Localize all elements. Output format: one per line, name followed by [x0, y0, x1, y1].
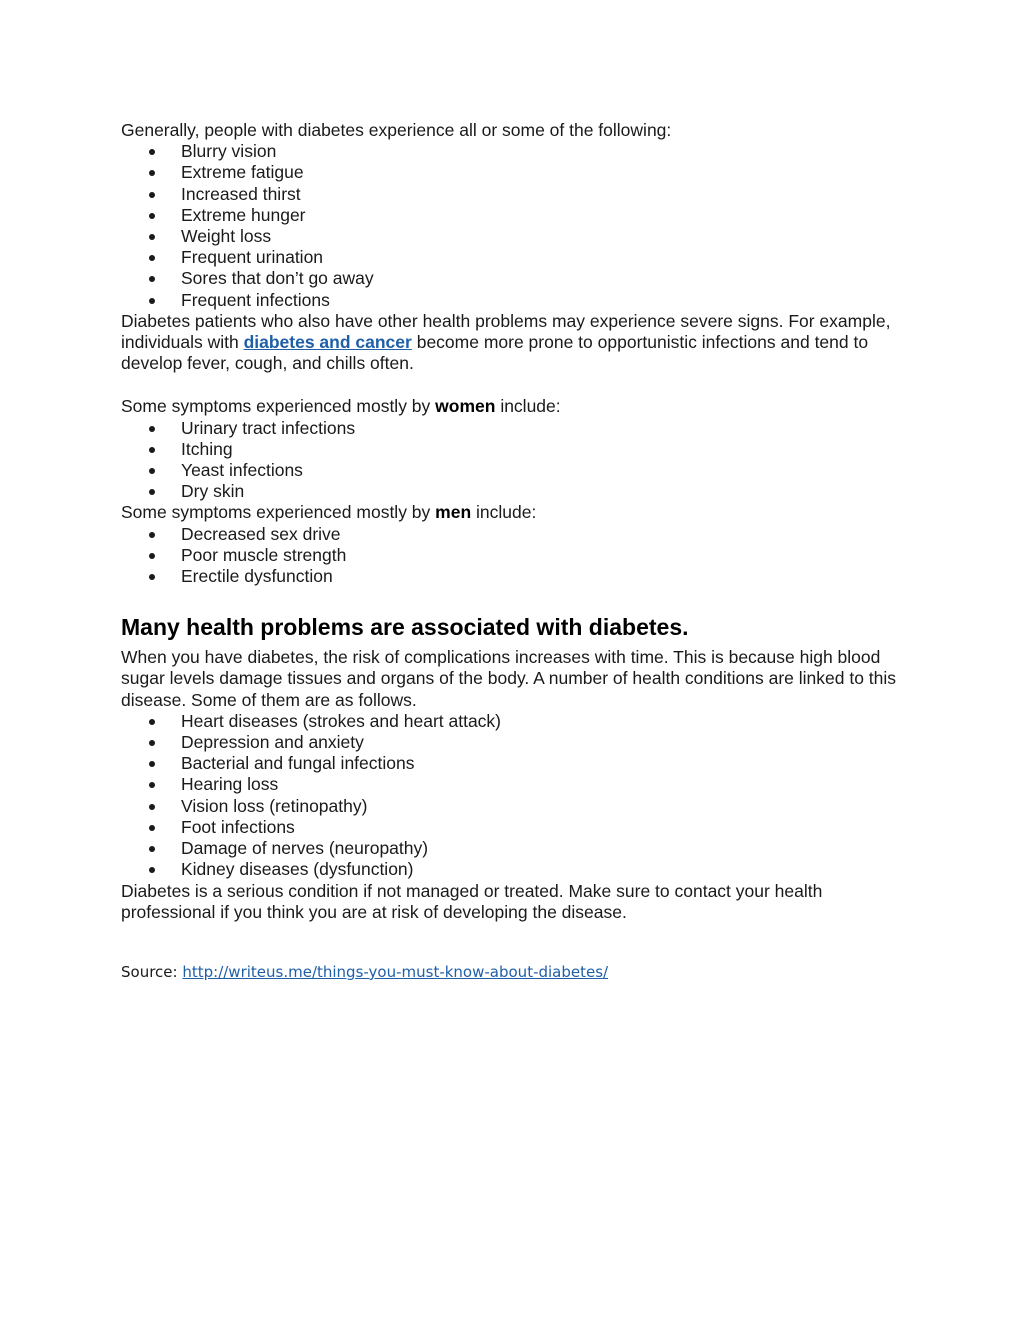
men-bold: men [435, 502, 472, 523]
list-item-text: Urinary tract infections [181, 417, 356, 438]
women-symptoms-list [121, 418, 901, 503]
bullet-icon [149, 846, 155, 852]
list-item-text: Vision loss (retinopathy) [181, 795, 368, 816]
list-item [121, 711, 901, 732]
list-item-text: Heart diseases (strokes and heart attack) [181, 710, 502, 731]
women-text-before: Some symptoms experienced mostly by [121, 396, 436, 417]
severe-text-after: become more prone to opportunistic infections and tend to develop fever, cough, and chills often. [121, 332, 869, 374]
list-item [121, 481, 901, 502]
bullet-icon [149, 804, 155, 810]
bullet-icon [149, 761, 155, 767]
list-item [121, 418, 901, 439]
general-symptoms-list [121, 141, 901, 311]
complications-list [121, 711, 901, 881]
bullet-icon [149, 532, 155, 538]
bullet-icon [149, 574, 155, 580]
list-item [121, 796, 901, 817]
women-intro [121, 396, 901, 417]
source-line [121, 963, 901, 981]
list-item-text: Itching [181, 438, 233, 459]
list-item-text: Yeast infections [181, 460, 303, 481]
bullet-icon [149, 298, 155, 304]
list-item-text: Foot infections [181, 816, 295, 837]
list-item-text: Extreme hunger [181, 204, 306, 225]
bullet-icon [149, 170, 155, 176]
bullet-icon [149, 276, 155, 282]
bullet-icon [149, 192, 155, 198]
list-item [121, 774, 901, 795]
severe-text-before: Diabetes patients who also have other health problems may experience severe signs. For example, individuals with [121, 310, 891, 353]
men-symptoms-list [121, 524, 901, 588]
bullet-icon [149, 447, 155, 453]
women-bold: women [435, 396, 496, 417]
list-item [121, 184, 901, 205]
list-item [121, 732, 901, 753]
list-item [121, 817, 901, 838]
bullet-icon [149, 740, 155, 746]
list-item-text: Frequent urination [181, 247, 324, 268]
bullet-icon [149, 213, 155, 219]
list-item [121, 460, 901, 481]
women-text-after: include: [495, 396, 561, 417]
list-item-text: Blurry vision [181, 141, 277, 162]
men-text-after: include: [471, 502, 537, 523]
list-item-text: Bacterial and fungal infections [181, 753, 415, 774]
bullet-icon [149, 867, 155, 873]
bullet-icon [149, 489, 155, 495]
list-item [121, 439, 901, 460]
bullet-icon [149, 719, 155, 725]
list-item [121, 205, 901, 226]
list-item-text: Damage of nerves (neuropathy) [181, 838, 429, 859]
list-item-text: Depression and anxiety [181, 732, 364, 753]
document-page [121, 120, 901, 981]
men-text-before: Some symptoms experienced mostly by [121, 502, 436, 523]
list-item [121, 247, 901, 268]
list-item [121, 141, 901, 162]
list-item-text: Extreme fatigue [181, 162, 304, 183]
list-item-text: Poor muscle strength [181, 544, 347, 565]
bullet-icon [149, 468, 155, 474]
list-item-text: Kidney diseases (dysfunction) [181, 859, 414, 880]
bullet-icon [149, 234, 155, 240]
list-item-text: Decreased sex drive [181, 523, 341, 544]
closing-paragraph: Diabetes is a serious condition if not managed or treated. Make sure to contact your health professional if you think you are at risk of developing the disease. [121, 880, 823, 922]
list-item [121, 838, 901, 859]
bullet-icon [149, 553, 155, 559]
list-item [121, 226, 901, 247]
list-item [121, 524, 901, 545]
source-link[interactable]: http://writeus.me/things-you-must-know-about-diabetes/ [182, 962, 609, 981]
list-item-text: Increased thirst [181, 183, 301, 204]
source-label: Source: [121, 962, 183, 981]
men-intro [121, 502, 901, 523]
bullet-icon [149, 426, 155, 432]
paragraph-gap [121, 374, 901, 396]
list-item-text: Weight loss [181, 226, 272, 247]
list-item-text: Frequent infections [181, 289, 330, 310]
list-item-text: Dry skin [181, 481, 245, 502]
section-heading: Many health problems are associated with diabetes. [121, 614, 689, 641]
bullet-icon [149, 255, 155, 261]
list-item [121, 859, 901, 880]
list-item-text: Hearing loss [181, 774, 279, 795]
bullet-icon [149, 149, 155, 155]
severe-signs-paragraph [121, 311, 901, 375]
intro-paragraph: Generally, people with diabetes experience all or some of the following: [121, 120, 672, 140]
diabetes-and-cancer-link[interactable]: diabetes and cancer [243, 332, 412, 353]
list-item [121, 268, 901, 289]
list-item [121, 753, 901, 774]
list-item-text: Erectile dysfunction [181, 566, 333, 587]
bullet-icon [149, 782, 155, 788]
complications-intro: When you have diabetes, the risk of complications increases with time. This is because high blood sugar levels damage tissues and organs of the body. A number of health conditions are linked to this disease. Some of them are as follows. [121, 647, 897, 710]
list-item-text: Sores that don’t go away [181, 268, 374, 289]
list-item [121, 162, 901, 183]
list-item [121, 290, 901, 311]
bullet-icon [149, 825, 155, 831]
list-item [121, 545, 901, 566]
list-item [121, 566, 901, 587]
